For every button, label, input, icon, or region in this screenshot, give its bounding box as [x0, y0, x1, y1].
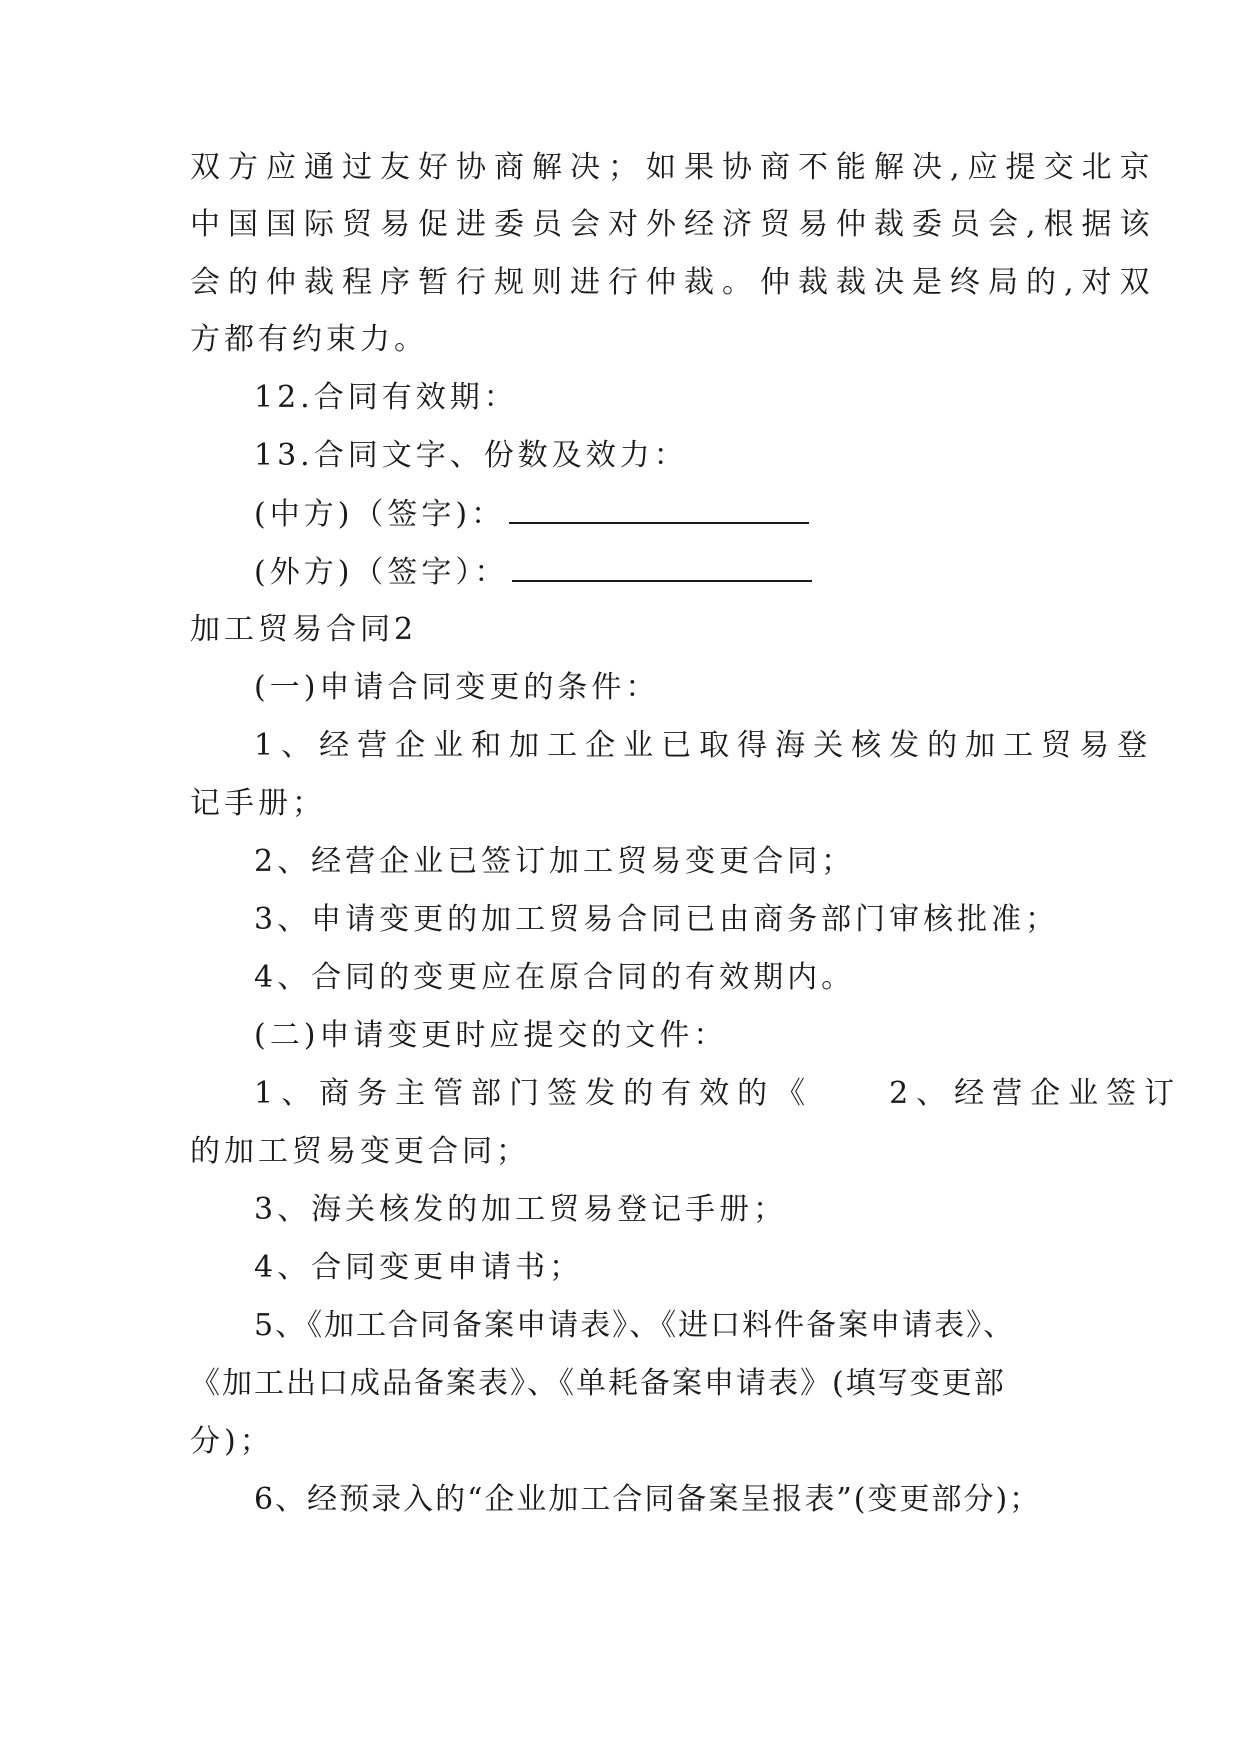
paragraph-line: 双方应通过友好协商解决；如果协商不能解决,应提交北京 [190, 150, 1158, 185]
paragraph-line: 中国国际贸易促进委员会对外经济贸易仲裁委员会,根据该 [190, 207, 1158, 242]
s1-item-2: 2、经营企业已签订加工贸易变更合同； [254, 844, 856, 879]
s2-item-3: 3、海关核发的加工贸易登记手册； [254, 1192, 788, 1227]
s2-item-5-cont: 《加工出口成品备案表》、《单耗备案申请表》(填写变更部 [190, 1366, 1006, 1401]
signature-cn-label: (中方)（签字)： [254, 497, 506, 532]
signature-foreign-label: (外方)（签字）： [254, 555, 509, 590]
s2-item-4: 4、合同变更申请书； [254, 1250, 584, 1285]
signature-cn-row [254, 494, 1050, 535]
s2-item-5-end: 分)； [190, 1424, 274, 1459]
item-13: 13.合同文字、份数及效力： [254, 438, 688, 473]
s2-item-6: 6、经预录入的“企业加工合同备案呈报表”(变更部分)； [254, 1482, 1042, 1517]
section-title: 加工贸易合同2 [190, 612, 418, 647]
s2-item-1-cont: 的加工贸易变更合同； [190, 1134, 530, 1169]
s2-item-5: 5、《加工合同备案申请表》、《进口料件备案申请表》、 [254, 1308, 1016, 1343]
s2-item-1: 1、商务主管部门签发的有效的《 2、经营企业签订 [254, 1076, 1183, 1111]
section-1-heading: (一)申请合同变更的条件： [254, 670, 660, 705]
signature-cn-line [509, 494, 809, 524]
paragraph-line: 会的仲裁程序暂行规则进行仲裁。仲裁裁决是终局的,对双 [190, 265, 1158, 300]
s1-item-1: 1、经营企业和加工企业已取得海关核发的加工贸易登 [254, 728, 1156, 763]
signature-foreign-row [254, 552, 1050, 593]
signature-foreign-line [512, 552, 812, 582]
s1-item-1-cont: 记手册； [190, 786, 326, 821]
s1-item-3: 3、申请变更的加工贸易合同已由商务部门审核批准； [254, 902, 1060, 937]
paragraph-line: 方都有约束力。 [190, 322, 428, 357]
s1-item-4: 4、合同的变更应在原合同的有效期内。 [254, 960, 856, 995]
item-12: 12.合同有效期： [254, 380, 518, 415]
section-2-heading: (二)申请变更时应提交的文件： [254, 1018, 728, 1053]
